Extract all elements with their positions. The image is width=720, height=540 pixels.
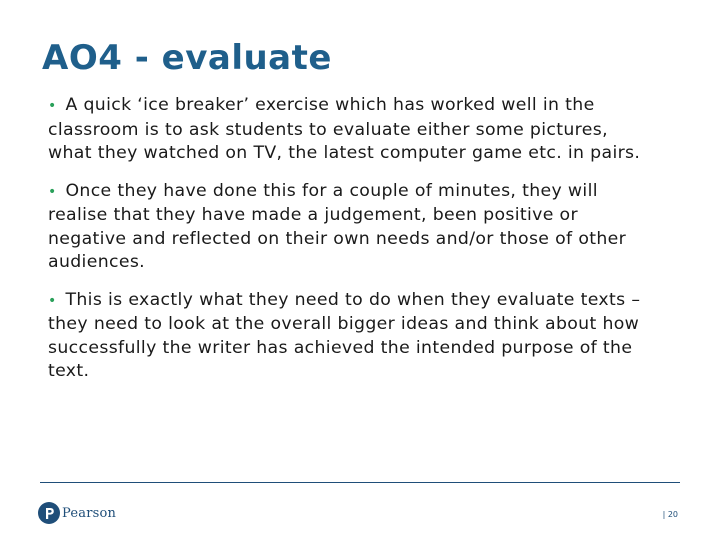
slide-title: AO4 - evaluate bbox=[42, 38, 332, 78]
bullet-mark: • bbox=[48, 183, 57, 200]
pearson-logo bbox=[38, 501, 116, 525]
bullet-text: This is exactly what they need to do when they evaluate texts – they need to look at the overall bigger ideas and think about how successfully the writer has achieved the intended purpose of the text. bbox=[48, 289, 641, 381]
page-number: | 20 bbox=[662, 510, 678, 519]
bullet-mark: • bbox=[48, 98, 57, 114]
footer-divider bbox=[40, 482, 680, 483]
bullet-text: A quick ‘ice breaker’ exercise which has worked well in the classroom is to ask students to evaluate either some pictures, what they watched on TV, the latest computer game etc. in pairs. bbox=[48, 95, 641, 163]
bullet-list bbox=[48, 94, 648, 398]
pearson-p-logo-icon bbox=[38, 502, 60, 524]
bullet-item bbox=[48, 180, 648, 275]
pearson-wordmark: Pearson bbox=[62, 505, 117, 521]
bullet-item bbox=[48, 94, 648, 166]
bullet-item bbox=[48, 289, 648, 384]
bullet-text: Once they have done this for a couple of minutes, they will realise that they have made a judgement, been positive or negative and reflected on their own needs and/or those of other audiences. bbox=[48, 180, 627, 272]
bullet-mark: • bbox=[48, 292, 57, 309]
